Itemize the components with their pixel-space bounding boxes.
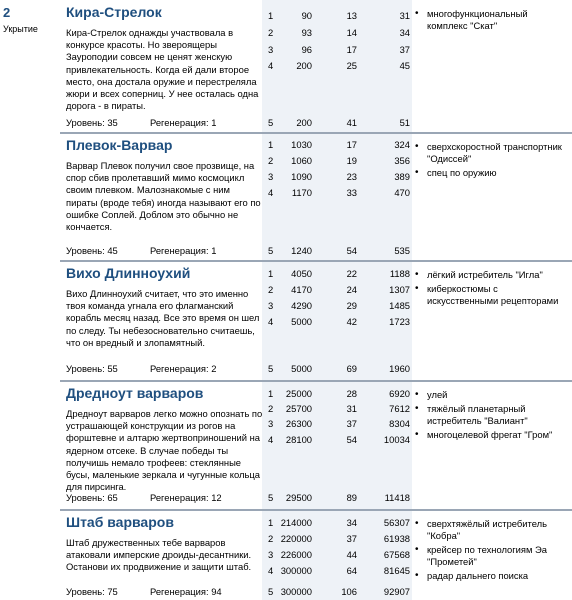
rewards-list xyxy=(412,8,570,34)
stat-cell: 31 xyxy=(346,403,357,414)
stat-cell: 5 xyxy=(268,245,274,256)
stat-cell: 37 xyxy=(346,418,357,429)
entry-level: Уровень: 45 xyxy=(66,245,118,256)
stat-row xyxy=(262,586,412,598)
stat-cell: 4 xyxy=(268,316,274,327)
stat-cell: 54 xyxy=(346,434,357,445)
stat-cell: 90 xyxy=(301,10,312,21)
stat-cell: 106 xyxy=(341,586,357,597)
stat-cell: 470 xyxy=(394,187,410,198)
reward-item xyxy=(412,544,570,568)
stat-row xyxy=(262,117,412,129)
stat-cell: 34 xyxy=(399,27,410,38)
reward-text: сверхтяжёлый истребитель "Кобра" xyxy=(427,518,547,541)
stat-cell: 93 xyxy=(301,27,312,38)
stat-cell: 25 xyxy=(346,60,357,71)
section-subtitle: Укрытие xyxy=(3,24,38,34)
reward-text: спец по оружию xyxy=(427,167,497,178)
stat-cell: 226000 xyxy=(280,549,312,560)
stat-cell: 1170 xyxy=(291,187,312,198)
stat-cell: 3 xyxy=(268,549,274,560)
stat-row xyxy=(262,549,412,561)
stat-cell: 4290 xyxy=(291,300,312,311)
entry-divider xyxy=(60,260,572,262)
stat-row xyxy=(262,171,412,183)
stat-cell: 3 xyxy=(268,418,274,429)
entry-regeneration: Регенерация: 94 xyxy=(150,586,222,597)
stat-row xyxy=(262,363,412,375)
stat-row xyxy=(262,60,412,72)
entry-level: Уровень: 65 xyxy=(66,492,118,503)
stat-cell: 1307 xyxy=(389,284,410,295)
entry-block xyxy=(0,133,572,260)
stat-row xyxy=(262,517,412,529)
stat-cell: 300000 xyxy=(280,565,312,576)
reward-item xyxy=(412,141,570,165)
entry-description: Дредноут варваров легко можно опознать по устрашающей конструкции из рогов на форштевне и алтарю жертвоприношений на ядерном отсеке. В случае победы ты получишь немало трофеев: стеклянные бусы, маленькие зеркала и чугунные кольца для пирсинга. xyxy=(66,408,263,493)
stat-cell: 1 xyxy=(268,268,274,279)
stat-cell: 45 xyxy=(399,60,410,71)
stat-row xyxy=(262,300,412,312)
entry-block xyxy=(0,381,572,509)
stat-row xyxy=(262,388,412,400)
stat-cell: 54 xyxy=(346,245,357,256)
stat-cell: 5 xyxy=(268,586,274,597)
entry-divider xyxy=(60,380,572,382)
reward-item xyxy=(412,570,570,582)
entry-description: Кира-Стрелок однажды участвовала в конкурсе красоты. Но звероящеры Зауроподии совсем не ценят женскую привлекательность. Когда ей дали второе место, она достала оружие и перестреляла жюри и всех соперниц. У нее осталась одна дорога - в пираты. xyxy=(66,27,259,112)
rewards-list xyxy=(412,269,570,309)
entry-level: Уровень: 55 xyxy=(66,363,118,374)
entry-title: Штаб варваров xyxy=(66,514,174,530)
stat-cell: 220000 xyxy=(280,533,312,544)
stat-cell: 5 xyxy=(268,492,274,503)
entry-title: Кира-Стрелок xyxy=(66,4,162,20)
entry-block xyxy=(0,261,572,380)
entry-title: Вихо Длинноухий xyxy=(66,265,191,281)
reward-item xyxy=(412,429,570,441)
stat-cell: 4 xyxy=(268,434,274,445)
stat-cell: 200 xyxy=(296,117,312,128)
stat-cell: 1 xyxy=(268,10,274,21)
stat-row xyxy=(262,27,412,39)
stat-cell: 7612 xyxy=(389,403,410,414)
stat-cell: 28100 xyxy=(285,434,312,445)
stat-cell: 31 xyxy=(399,10,410,21)
stat-row xyxy=(262,155,412,167)
stat-cell: 37 xyxy=(346,533,357,544)
reward-item xyxy=(412,403,570,427)
stat-cell: 33 xyxy=(346,187,357,198)
reward-text: киберкостюмы с искусственными рецепторами xyxy=(427,283,559,306)
reward-item xyxy=(412,269,570,281)
reward-item xyxy=(412,8,570,32)
stat-row xyxy=(262,492,412,504)
stat-cell: 4050 xyxy=(291,268,312,279)
stat-cell: 2 xyxy=(268,284,274,295)
reward-text: тяжёлый планетарный истребитель "Валиант" xyxy=(427,403,528,426)
entry-title: Плевок-Варвар xyxy=(66,137,173,153)
stat-cell: 214000 xyxy=(280,517,312,528)
rewards-list xyxy=(412,141,570,181)
bullet-icon: • xyxy=(415,141,419,152)
bullet-icon: • xyxy=(415,8,419,19)
stat-cell: 1 xyxy=(268,139,274,150)
stat-cell: 535 xyxy=(394,245,410,256)
stat-cell: 1 xyxy=(268,517,274,528)
stat-cell: 13 xyxy=(346,10,357,21)
stat-cell: 356 xyxy=(394,155,410,166)
reward-text: многоцелевой фрегат "Гром" xyxy=(427,429,553,440)
stat-cell: 4170 xyxy=(291,284,312,295)
stat-row xyxy=(262,44,412,56)
stat-cell: 3 xyxy=(268,44,274,55)
stat-cell: 4 xyxy=(268,565,274,576)
reward-text: сверхскоростной транспортник "Одиссей" xyxy=(427,141,562,164)
bullet-icon: • xyxy=(415,283,419,294)
reward-item xyxy=(412,389,570,401)
stat-cell: 10034 xyxy=(383,434,410,445)
stat-cell: 2 xyxy=(268,155,274,166)
stat-cell: 2 xyxy=(268,533,274,544)
stat-cell: 200 xyxy=(296,60,312,71)
stat-cell: 5 xyxy=(268,363,274,374)
stat-cell: 25700 xyxy=(285,403,312,414)
stat-cell: 1485 xyxy=(389,300,410,311)
stat-cell: 300000 xyxy=(280,586,312,597)
stat-cell: 389 xyxy=(394,171,410,182)
entry-divider xyxy=(60,132,572,134)
stat-cell: 4 xyxy=(268,187,274,198)
stat-cell: 92907 xyxy=(383,586,410,597)
stat-cell: 3 xyxy=(268,300,274,311)
stat-cell: 24 xyxy=(346,284,357,295)
reward-text: лёгкий истребитель "Игла" xyxy=(427,269,543,280)
stat-cell: 34 xyxy=(346,517,357,528)
stat-cell: 1030 xyxy=(291,139,312,150)
stat-cell: 1090 xyxy=(291,171,312,182)
stat-cell: 81645 xyxy=(383,565,410,576)
reward-item xyxy=(412,167,570,179)
stat-cell: 26300 xyxy=(285,418,312,429)
stat-row xyxy=(262,245,412,257)
stat-cell: 41 xyxy=(346,117,357,128)
reward-item xyxy=(412,518,570,542)
bullet-icon: • xyxy=(415,389,419,400)
bullet-icon: • xyxy=(415,544,419,555)
entry-block xyxy=(0,510,572,600)
stat-cell: 64 xyxy=(346,565,357,576)
stat-row xyxy=(262,268,412,280)
stat-cell: 96 xyxy=(301,44,312,55)
stat-cell: 42 xyxy=(346,316,357,327)
section-number: 2 xyxy=(3,5,11,20)
stat-cell: 2 xyxy=(268,403,274,414)
entry-description: Варвар Плевок получил свое прозвище, на спор сбив пролетавший мимо космоцикл своим плевком. Малознакомые с ним пираты (вроде тебя) иногда называют его по ошибке Соплей. Доблом это обычно не кончается. xyxy=(66,160,261,233)
entry-description: Вихо Длинноухий считает, что это именно твоя команда угнала его флагманский корабль месяц назад. Все это время он шел по следу. Ты небезосновательно считаешь, что он вредный и злопамятный. xyxy=(66,288,260,348)
entry-regeneration: Регенерация: 2 xyxy=(150,363,217,374)
stat-cell: 6920 xyxy=(389,388,410,399)
stat-cell: 324 xyxy=(394,139,410,150)
reward-text: крейсер по технологиям Эа "Прометей" xyxy=(427,544,547,567)
stat-row xyxy=(262,139,412,151)
bullet-icon: • xyxy=(415,570,419,581)
stat-cell: 3 xyxy=(268,171,274,182)
stat-row xyxy=(262,316,412,328)
reward-item xyxy=(412,283,570,307)
stat-row xyxy=(262,418,412,430)
entry-regeneration: Регенерация: 1 xyxy=(150,117,217,128)
bullet-icon: • xyxy=(415,269,419,280)
stat-row xyxy=(262,434,412,446)
bullet-icon: • xyxy=(415,518,419,529)
stat-cell: 89 xyxy=(346,492,357,503)
rewards-list xyxy=(412,389,570,443)
stat-cell: 23 xyxy=(346,171,357,182)
stat-cell: 28 xyxy=(346,388,357,399)
stat-cell: 61938 xyxy=(383,533,410,544)
entry-block xyxy=(0,0,572,132)
stat-cell: 11418 xyxy=(384,492,410,503)
stat-cell: 19 xyxy=(346,155,357,166)
stat-cell: 2 xyxy=(268,27,274,38)
stat-cell: 5000 xyxy=(291,363,312,374)
entry-level: Уровень: 75 xyxy=(66,586,118,597)
stat-cell: 25000 xyxy=(285,388,312,399)
stat-cell: 5 xyxy=(268,117,274,128)
stat-cell: 44 xyxy=(346,549,357,560)
stat-cell: 1060 xyxy=(291,155,312,166)
stat-cell: 56307 xyxy=(383,517,410,528)
stat-cell: 22 xyxy=(346,268,357,279)
entry-regeneration: Регенерация: 12 xyxy=(150,492,222,503)
stat-row xyxy=(262,284,412,296)
reward-text: многофункциональный комплекс "Скат" xyxy=(427,8,528,31)
stat-cell: 29500 xyxy=(285,492,312,503)
stat-cell: 5000 xyxy=(291,316,312,327)
stat-cell: 51 xyxy=(399,117,410,128)
stat-cell: 1 xyxy=(268,388,274,399)
stat-cell: 14 xyxy=(346,27,357,38)
stat-cell: 4 xyxy=(268,60,274,71)
bullet-icon: • xyxy=(415,167,419,178)
entry-description: Штаб дружественных тебе варваров атаковали имперские дроиды-десантники. Останови их продвижение и защити штаб. xyxy=(66,537,252,573)
entry-divider xyxy=(60,509,572,511)
rewards-list xyxy=(412,518,570,584)
bullet-icon: • xyxy=(415,403,419,414)
stat-cell: 8304 xyxy=(389,418,410,429)
reward-text: радар дальнего поиска xyxy=(427,570,529,581)
stat-row xyxy=(262,403,412,415)
stat-cell: 1960 xyxy=(389,363,410,374)
stat-cell: 1240 xyxy=(291,245,312,256)
stat-cell: 1723 xyxy=(389,316,410,327)
stat-cell: 69 xyxy=(346,363,357,374)
stat-cell: 29 xyxy=(346,300,357,311)
entry-title: Дредноут варваров xyxy=(66,385,204,401)
stat-row xyxy=(262,10,412,22)
stat-row xyxy=(262,565,412,577)
stat-row xyxy=(262,187,412,199)
stat-row xyxy=(262,533,412,545)
stat-cell: 17 xyxy=(346,139,357,150)
bullet-icon: • xyxy=(415,429,419,440)
stat-cell: 17 xyxy=(346,44,357,55)
reward-text: улей xyxy=(427,389,448,400)
stat-cell: 1188 xyxy=(389,268,410,279)
entry-level: Уровень: 35 xyxy=(66,117,118,128)
entry-regeneration: Регенерация: 1 xyxy=(150,245,217,256)
stat-cell: 37 xyxy=(399,44,410,55)
stat-cell: 67568 xyxy=(383,549,410,560)
